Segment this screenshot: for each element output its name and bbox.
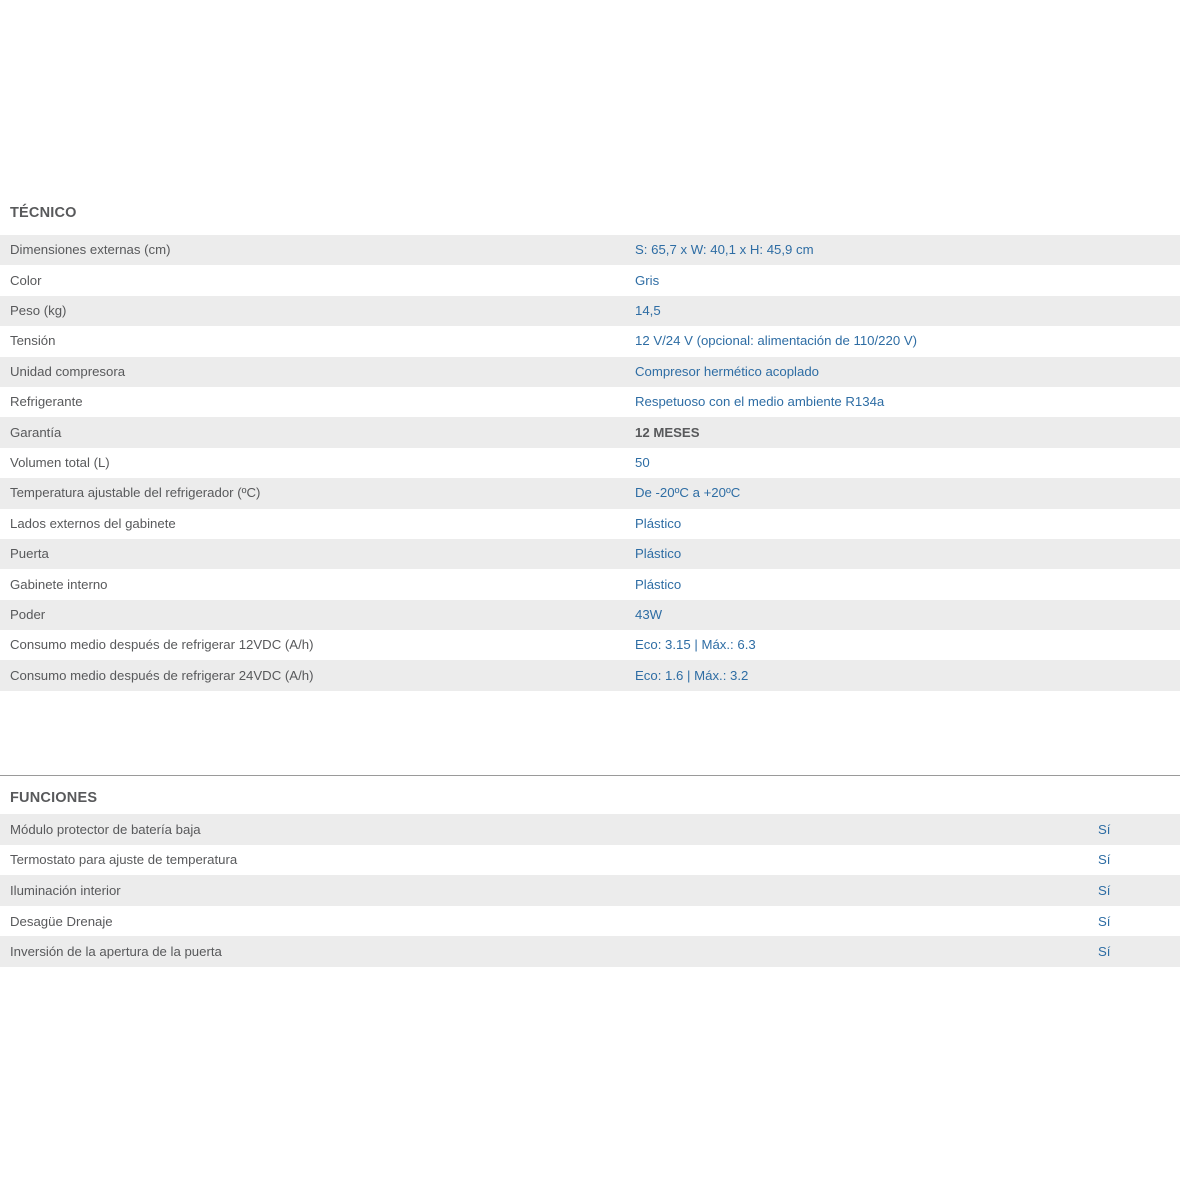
table-row — [0, 660, 1180, 690]
spec-value: Eco: 1.6 | Máx.: 3.2 — [635, 667, 749, 683]
spec-value: Gris — [635, 272, 660, 288]
table-row — [0, 296, 1180, 326]
spec-value: 12 V/24 V (opcional: alimentación de 110/220 V) — [635, 333, 918, 349]
function-label: Desagüe Drenaje — [10, 913, 113, 929]
spec-label: Poder — [10, 606, 46, 622]
functions-table — [0, 814, 1180, 967]
technical-section — [0, 205, 1180, 691]
spec-value: Respetuoso con el medio ambiente R134a — [635, 394, 885, 410]
spec-value: De -20ºC a +20ºC — [635, 485, 741, 501]
function-label: Termostato para ajuste de temperatura — [10, 852, 238, 868]
spec-value: Compresor hermético acoplado — [635, 363, 819, 379]
functions-section-title: FUNCIONES — [10, 790, 98, 806]
spec-label: Garantía — [10, 424, 62, 440]
spec-value: Plástico — [635, 576, 682, 592]
spec-label: Volumen total (L) — [10, 455, 110, 470]
functions-table-body — [0, 814, 1180, 967]
technical-spec-table — [0, 235, 1180, 691]
spec-label: Temperatura ajustable del refrigerador (ºC) — [10, 485, 261, 501]
table-row — [0, 845, 1180, 876]
function-value: Sí — [1098, 852, 1111, 868]
table-row — [0, 387, 1180, 417]
function-value: Sí — [1098, 882, 1111, 898]
table-row — [0, 357, 1180, 387]
spec-label: Puerta — [10, 546, 49, 562]
table-row — [0, 906, 1180, 937]
spec-label: Refrigerante — [10, 394, 83, 410]
spec-value: 12 MESES — [635, 424, 700, 440]
table-row — [0, 875, 1180, 906]
spec-label: Color — [10, 272, 42, 288]
table-row — [0, 235, 1180, 265]
table-row — [0, 600, 1180, 630]
table-row — [0, 417, 1180, 447]
spec-value: Plástico — [635, 515, 682, 531]
table-row — [0, 630, 1180, 660]
function-value: Sí — [1098, 821, 1111, 837]
function-label: Módulo protector de batería baja — [10, 821, 201, 837]
function-value: Sí — [1098, 944, 1111, 960]
spec-value: 43W — [635, 606, 663, 622]
function-value: Sí — [1098, 913, 1111, 929]
table-row — [0, 326, 1180, 356]
table-row — [0, 265, 1180, 295]
spec-label: Lados externos del gabinete — [10, 515, 176, 531]
table-row — [0, 814, 1180, 845]
spec-value: 50 — [635, 455, 650, 470]
spec-value: 14,5 — [635, 303, 661, 319]
table-row — [0, 569, 1180, 599]
spec-label: Dimensiones externas (cm) — [10, 242, 171, 258]
table-row — [0, 509, 1180, 539]
spec-label: Gabinete interno — [10, 576, 108, 592]
spec-value: S: 65,7 x W: 40,1 x H: 45,9 cm — [635, 242, 814, 258]
spec-label: Peso (kg) — [10, 303, 67, 319]
spec-label: Unidad compresora — [10, 363, 126, 379]
function-label: Iluminación interior — [10, 882, 121, 898]
table-row — [0, 478, 1180, 508]
table-row — [0, 539, 1180, 569]
spec-label: Tensión — [10, 333, 56, 349]
technical-table-body — [0, 235, 1180, 691]
table-row — [0, 936, 1180, 967]
spec-label: Consumo medio después de refrigerar 24VDC (A/h) — [10, 667, 314, 683]
section-divider — [0, 775, 1180, 776]
spec-value: Plástico — [635, 546, 682, 562]
table-row — [0, 448, 1180, 478]
spec-label: Consumo medio después de refrigerar 12VDC (A/h) — [10, 637, 314, 653]
technical-section-title: TÉCNICO — [10, 205, 77, 221]
function-label: Inversión de la apertura de la puerta — [10, 944, 222, 960]
spec-value: Eco: 3.15 | Máx.: 6.3 — [635, 637, 756, 653]
functions-section — [0, 775, 1180, 967]
